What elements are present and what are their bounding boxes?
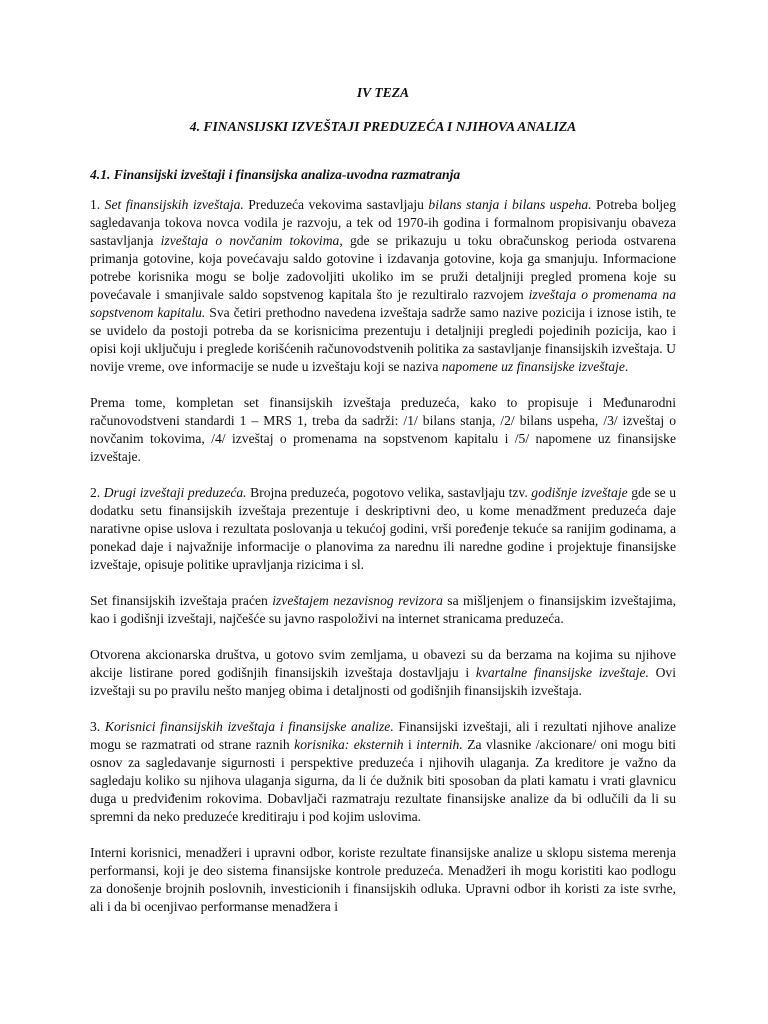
italic-text: napomene uz finansijske izveštaje bbox=[441, 359, 625, 374]
text-run: Preduzeća vekovima sastavljaju bbox=[243, 197, 429, 212]
italic-text: izveštaja o novčanim tokovima, bbox=[160, 233, 343, 248]
paragraph-2 bbox=[90, 394, 676, 466]
text-run: Sva četiri prethodno navedena izveštaja sadrže samo nazive pozicija i iznose istih, te se uvidelo da postoji potreba da se korisnicima prezentuju i detaljniji pregledi pojedinih pozicija, kao i opisi koji uključuju i preglede korišćenih računovodstvenih politika za sastavljanje finansijskih izveštaja. U novije vreme, ove informacije se nude u izveštaju koji se naziva bbox=[90, 305, 676, 374]
italic-text: Drugi izveštaji preduzeća. bbox=[103, 485, 247, 500]
text-run: Finansijski izveštaji, ali i rezultati njihove analize mogu se razmatrati od strane raznih bbox=[90, 719, 676, 752]
paragraph-4 bbox=[90, 592, 676, 628]
italic-text: Set finansijskih izveštaja. bbox=[104, 197, 244, 212]
text-run: Prema tome, kompletan set finansijskih izveštaja preduzeća, kako to propisuje i Međunarodni računovodstveni standardi 1 – MRS 1, treba da sadrži: /1/ bilans stanja, /2/ bilans uspeha, /3/ izveštaj o novčanim tokovima, /4/ izveštaj o promenama na sopstvenom kapitalu i /5/ napomene uz finansijske izveštaje. bbox=[90, 395, 676, 464]
text-run: 2. bbox=[90, 485, 104, 500]
body-text bbox=[90, 196, 676, 916]
text-run: 3. bbox=[90, 719, 105, 734]
text-run: Interni korisnici, menadžeri i upravni odbor, koriste rezultate finansijske analize u sklopu sistema merenja performansi, koji je deo sistema finansijske kontrole preduzeća. Menadžeri ih mogu koristiti kao podlogu za donošenje brojnih poslovnih, investicionih i finansijskih odluka. Upravni odbor ih koristi za iste svrhe, ali i da bi ocenjivao performanse menadžera i bbox=[90, 845, 676, 914]
italic-text: internih. bbox=[416, 737, 463, 752]
section-heading: 4.1. Finansijski izveštaji i finansijska analiza-uvodna razmatranja bbox=[90, 167, 461, 182]
text-run: Za vlasnike /akcionare/ oni mogu biti osnov za sagledavanje sigurnosti i perspektive preduzeća i njihovih ulaganja. Za kreditore je važno da sagledaju koliko su njihova ulaganja sigurna, da li će dužnik biti sposoban da plati kamatu i vrati glavnicu duga u predviđenim rokovima. Dobavljači razmatraju rezultate finansijske analize da bi odlučili da li su spremni da neko preduzeće kreditiraju i pod kojim uslovima. bbox=[90, 737, 676, 824]
paragraph-6 bbox=[90, 718, 676, 826]
text-run: Potreba boljeg sagledavanja tokova novca vodila je razvoju, a tek od 1970-ih godina i formalnom propisivanju obaveza sastavljanja bbox=[90, 197, 676, 248]
text-run: Ovi izveštaji su po pravilu nešto manjeg obima i detaljnosti od godišnjih finansijskih izveštaja. bbox=[90, 665, 676, 698]
paragraph-1 bbox=[90, 196, 676, 376]
text-run: . bbox=[624, 359, 629, 374]
chapter-heading: IV TEZA bbox=[356, 85, 410, 100]
text-run: gde se prikazuju u toku obračunskog perioda ostvarena primanja gotovine, koja povećavaju saldo gotovine i izdavanja gotovine, koja ga smanjuju. Informacione potrebe korisnika mogu se bolje zadovoljiti ukoliko im se pruži detaljniji pregled promena koje su povećavale i smanjivale saldo sopstvenog kapitala što je rezultiralo razvojem bbox=[90, 233, 677, 302]
text-run: Set finansijskih izveštaja praćen bbox=[90, 593, 273, 608]
text-run: Otvorena akcionarska društva, u gotovo svim zemljama, u obavezi su da berzama na kojima su njihove akcije listirane pored godišnjih finansijskih izveštaja dostavljaju i bbox=[90, 647, 676, 680]
text-run: gde se u dodatku setu finansijskih izveštaja prezentuje i deskriptivni deo, u kome menadžment preduzeća daje narativne opise uslova i rezultata poslovanja u tekućoj godini, vrši poređenje tekuće sa ranijim godinama, a ponekad daje i najvažnije informacije o planovima za narednu ili naredne godine i projektuje finansijske izveštaje, opisuje politike upravljanja rizicima i sl. bbox=[90, 485, 677, 572]
chapter-title: 4. FINANSIJSKI IZVEŠTAJI PREDUZEĆA I NJIHOVA ANALIZA bbox=[189, 119, 577, 134]
italic-text: godišnje izveštaje bbox=[531, 485, 628, 500]
italic-text: bilans stanja i bilans uspeha. bbox=[428, 197, 592, 212]
italic-text: kvartalne finansijske izveštaje. bbox=[475, 665, 649, 680]
italic-text: izveštajem nezavisnog revizora bbox=[272, 593, 443, 608]
text-run: 1. bbox=[90, 197, 105, 212]
document-page bbox=[90, 84, 676, 916]
text-run: sa mišljenjem o finansijskim izveštajima, kao i godišnji izveštaji, najčešće su javno raspoloživi na internet stranicama preduzeća. bbox=[90, 593, 676, 626]
italic-text: Korisnici finansijskih izveštaja i finansijske analize. bbox=[104, 719, 394, 734]
italic-text: korisnika: eksternih bbox=[294, 737, 404, 752]
text-run: Brojna preduzeća, pogotovo velika, sastavljaju tzv. bbox=[246, 485, 532, 500]
paragraph-5 bbox=[90, 646, 676, 700]
italic-text: izveštaja o promenama na sopstvenom kapitalu. bbox=[90, 287, 676, 320]
paragraph-3 bbox=[90, 484, 676, 574]
text-run: i bbox=[403, 737, 417, 752]
paragraph-7 bbox=[90, 844, 676, 916]
